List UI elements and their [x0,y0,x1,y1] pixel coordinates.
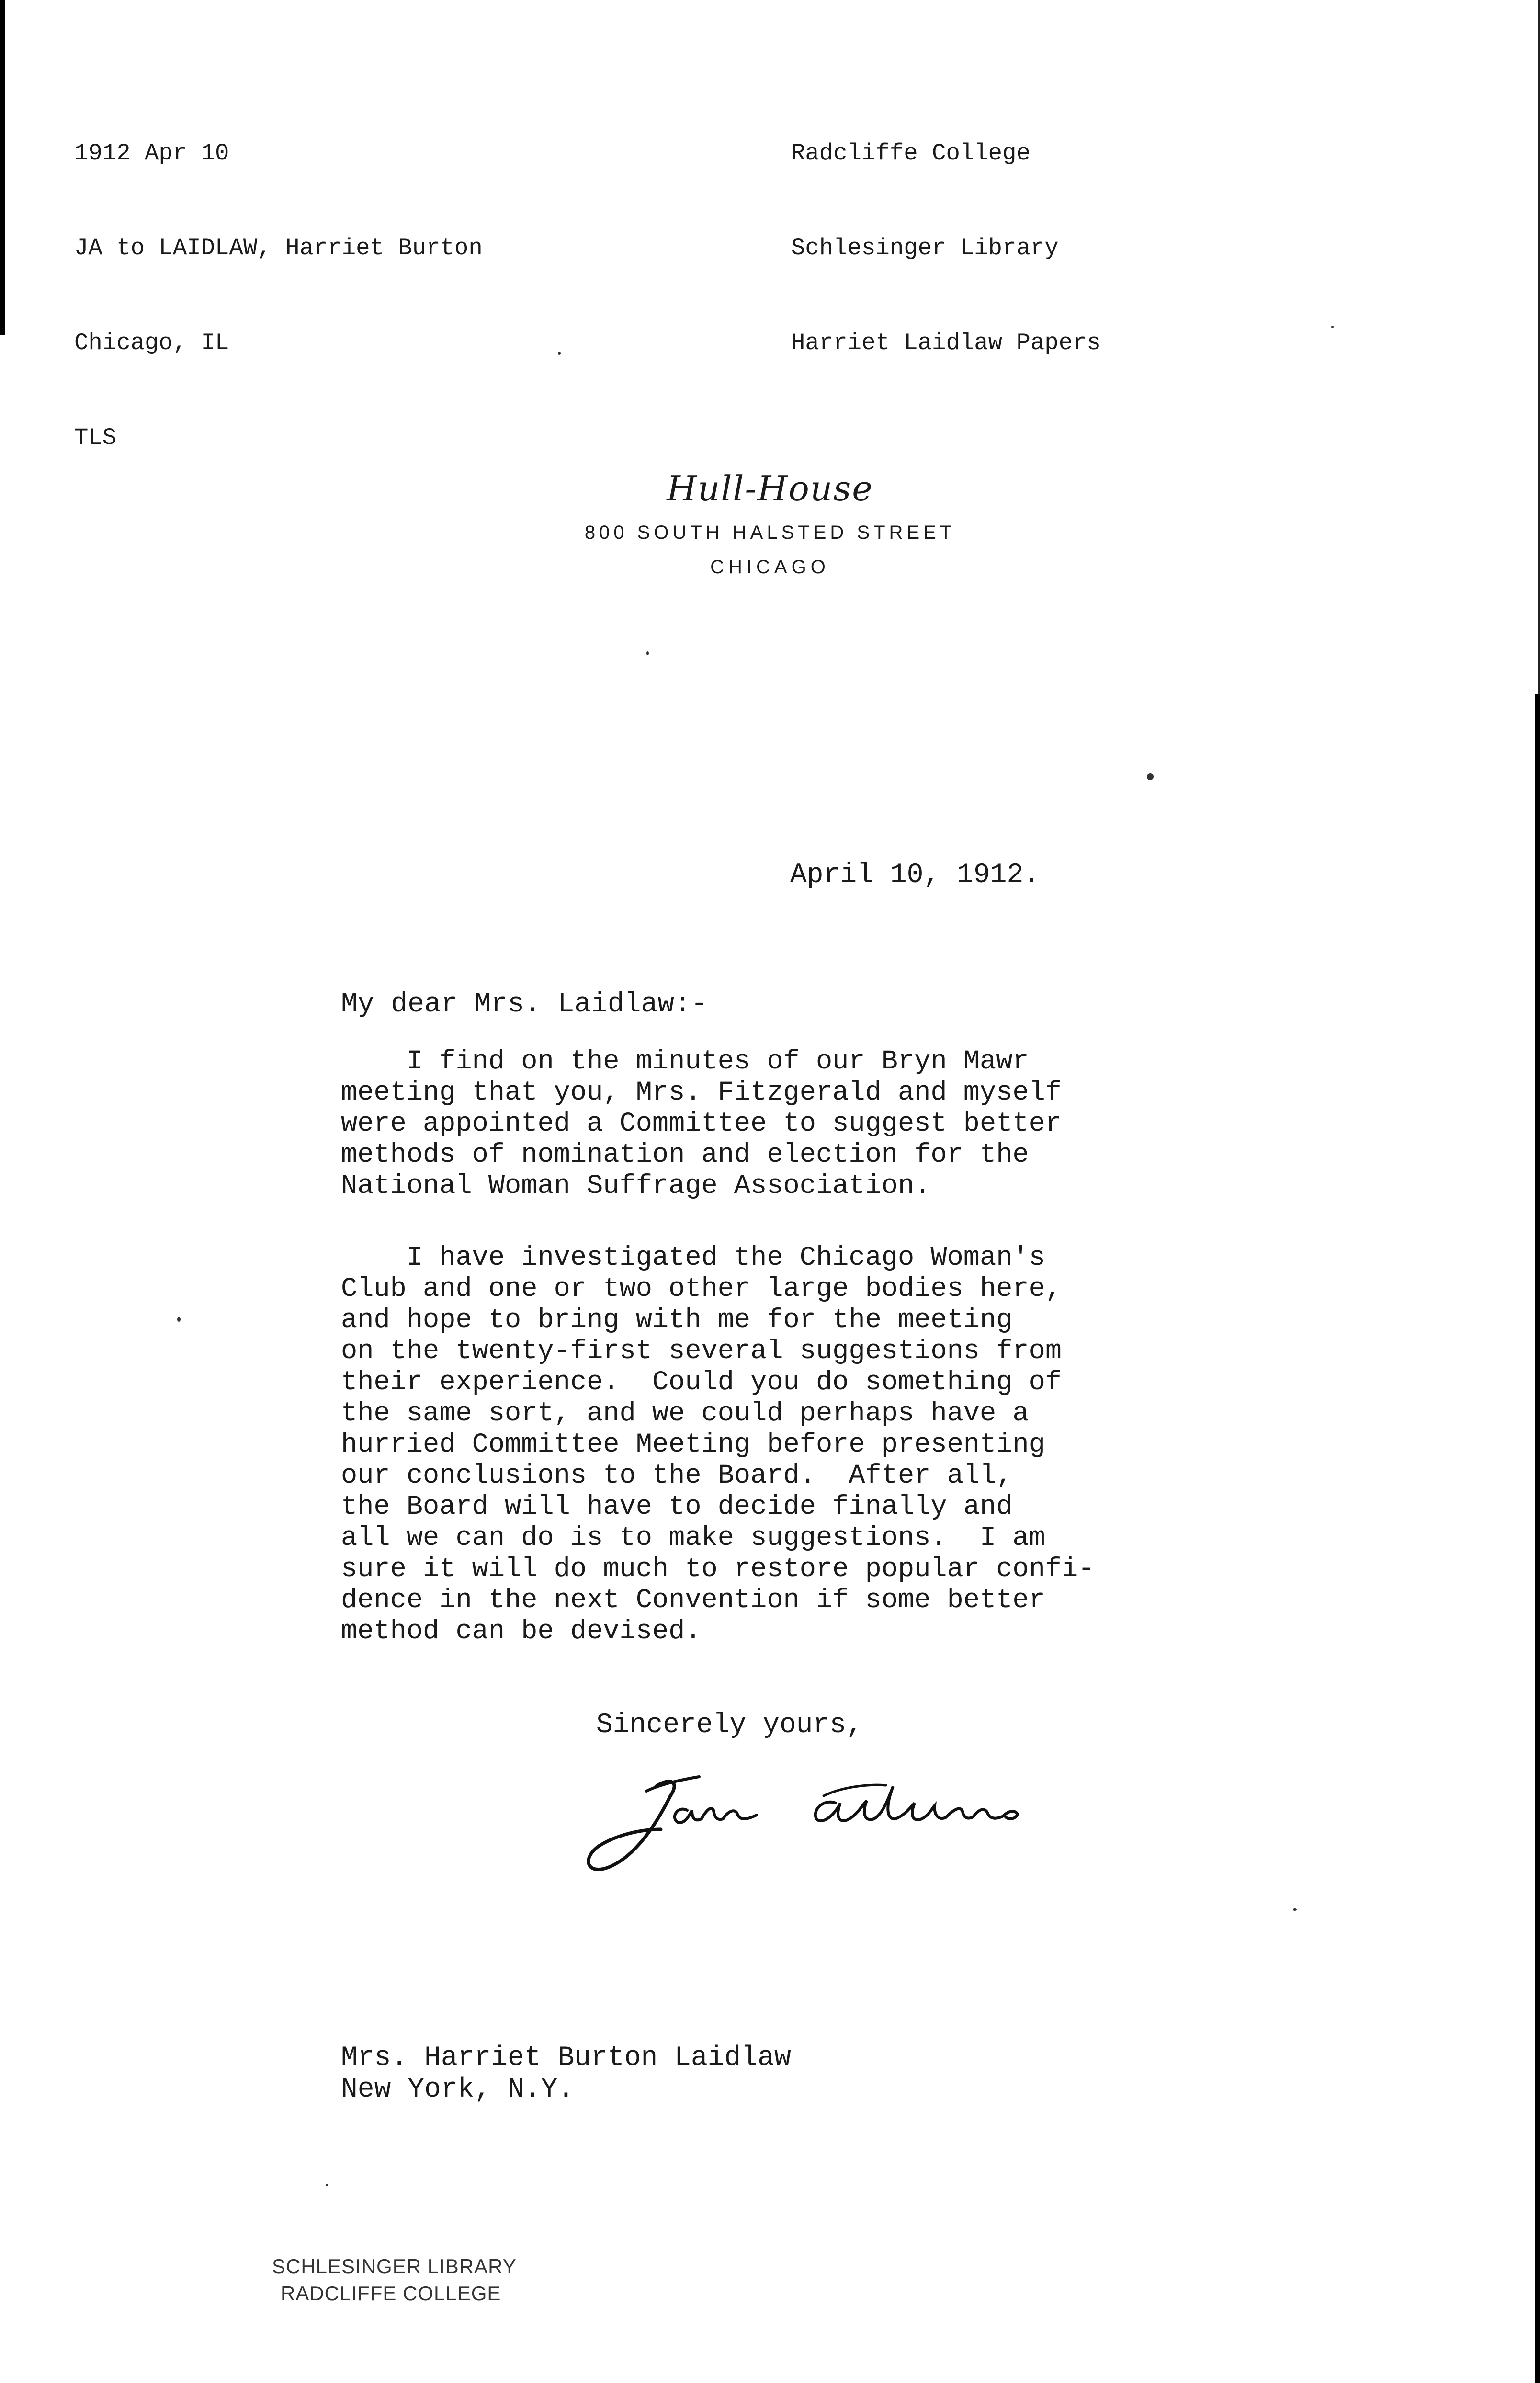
archive-correspondents: JA to LAIDLAW, Harriet Burton [74,235,483,261]
archive-header-right [791,74,1101,390]
scan-speck [1293,1908,1297,1911]
archive-institution: Radcliffe College [791,140,1030,167]
letterhead-city: CHICAGO [710,556,830,578]
paragraph-line: our conclusions to the Board. After all, [341,1461,1013,1491]
paragraph-line: National Woman Suffrage Association. [341,1171,931,1202]
library-stamp [272,2253,517,2307]
letterhead-street: 800 SOUTH HALSTED STREET [584,522,956,543]
paragraph-line: meeting that you, Mrs. Fitzgerald and myself [341,1078,1062,1108]
paragraph-line: on the twenty-first several suggestions from [341,1336,1062,1367]
paragraph-line: hurried Committee Meeting before presenting [341,1430,1045,1460]
scan-speck [558,352,561,355]
paragraph-1 [341,1046,1184,1202]
archive-collection: Harriet Laidlaw Papers [791,329,1101,356]
scan-edge-right-top [1538,0,1540,694]
stamp-line-college: RADCLIFFE COLLEGE [281,2282,501,2304]
paragraph-line: I find on the minutes of our Bryn Mawr [341,1046,1029,1077]
recipient-address [341,2043,791,2106]
paragraph-line: method can be devised. [341,1616,702,1647]
letter-date: April 10, 1912. [790,860,1041,891]
closing: Sincerely yours, [596,1710,863,1741]
paragraph-line: and hope to bring with me for the meeting [341,1305,1013,1336]
archive-date: 1912 Apr 10 [74,140,229,167]
paragraph-2 [341,1243,1184,1647]
scan-edge-left [0,0,5,335]
scan-speck [1331,326,1334,328]
archive-library: Schlesinger Library [791,235,1059,261]
paragraph-line: sure it will do much to restore popular confi- [341,1554,1095,1585]
scan-edge-right [1535,694,1540,2383]
recipient-city: New York, N.Y. [341,2074,575,2105]
salutation: My dear Mrs. Laidlaw:- [341,989,708,1020]
archive-place: Chicago, IL [74,329,229,356]
scan-speck [1147,773,1154,780]
paragraph-line: the same sort, and we could perhaps have a [341,1398,1029,1429]
archive-header-left [74,74,483,485]
paragraph-line: the Board will have to decide finally and [341,1492,1013,1522]
scan-speck [326,2184,328,2186]
stamp-line-library: SCHLESINGER LIBRARY [272,2255,517,2278]
paragraph-line: all we can do is to make suggestions. I am [341,1523,1045,1554]
archive-doc-type: TLS [74,424,117,451]
scan-speck [177,1317,181,1322]
paragraph-line: Club and one or two other large bodies here, [341,1274,1062,1305]
paragraph-line: dence in the next Convention if some better [341,1585,1045,1616]
paragraph-line: methods of nomination and election for the [341,1140,1029,1170]
paragraph-line: their experience. Could you do something of [341,1367,1062,1398]
scan-speck [646,651,649,655]
letterhead-name: Hull-House [667,468,873,509]
recipient-name: Mrs. Harriet Burton Laidlaw [341,2043,791,2074]
handwritten-signature [575,1758,1197,1882]
paragraph-line: I have investigated the Chicago Woman's [341,1243,1045,1273]
paragraph-line: were appointed a Committee to suggest better [341,1109,1062,1139]
